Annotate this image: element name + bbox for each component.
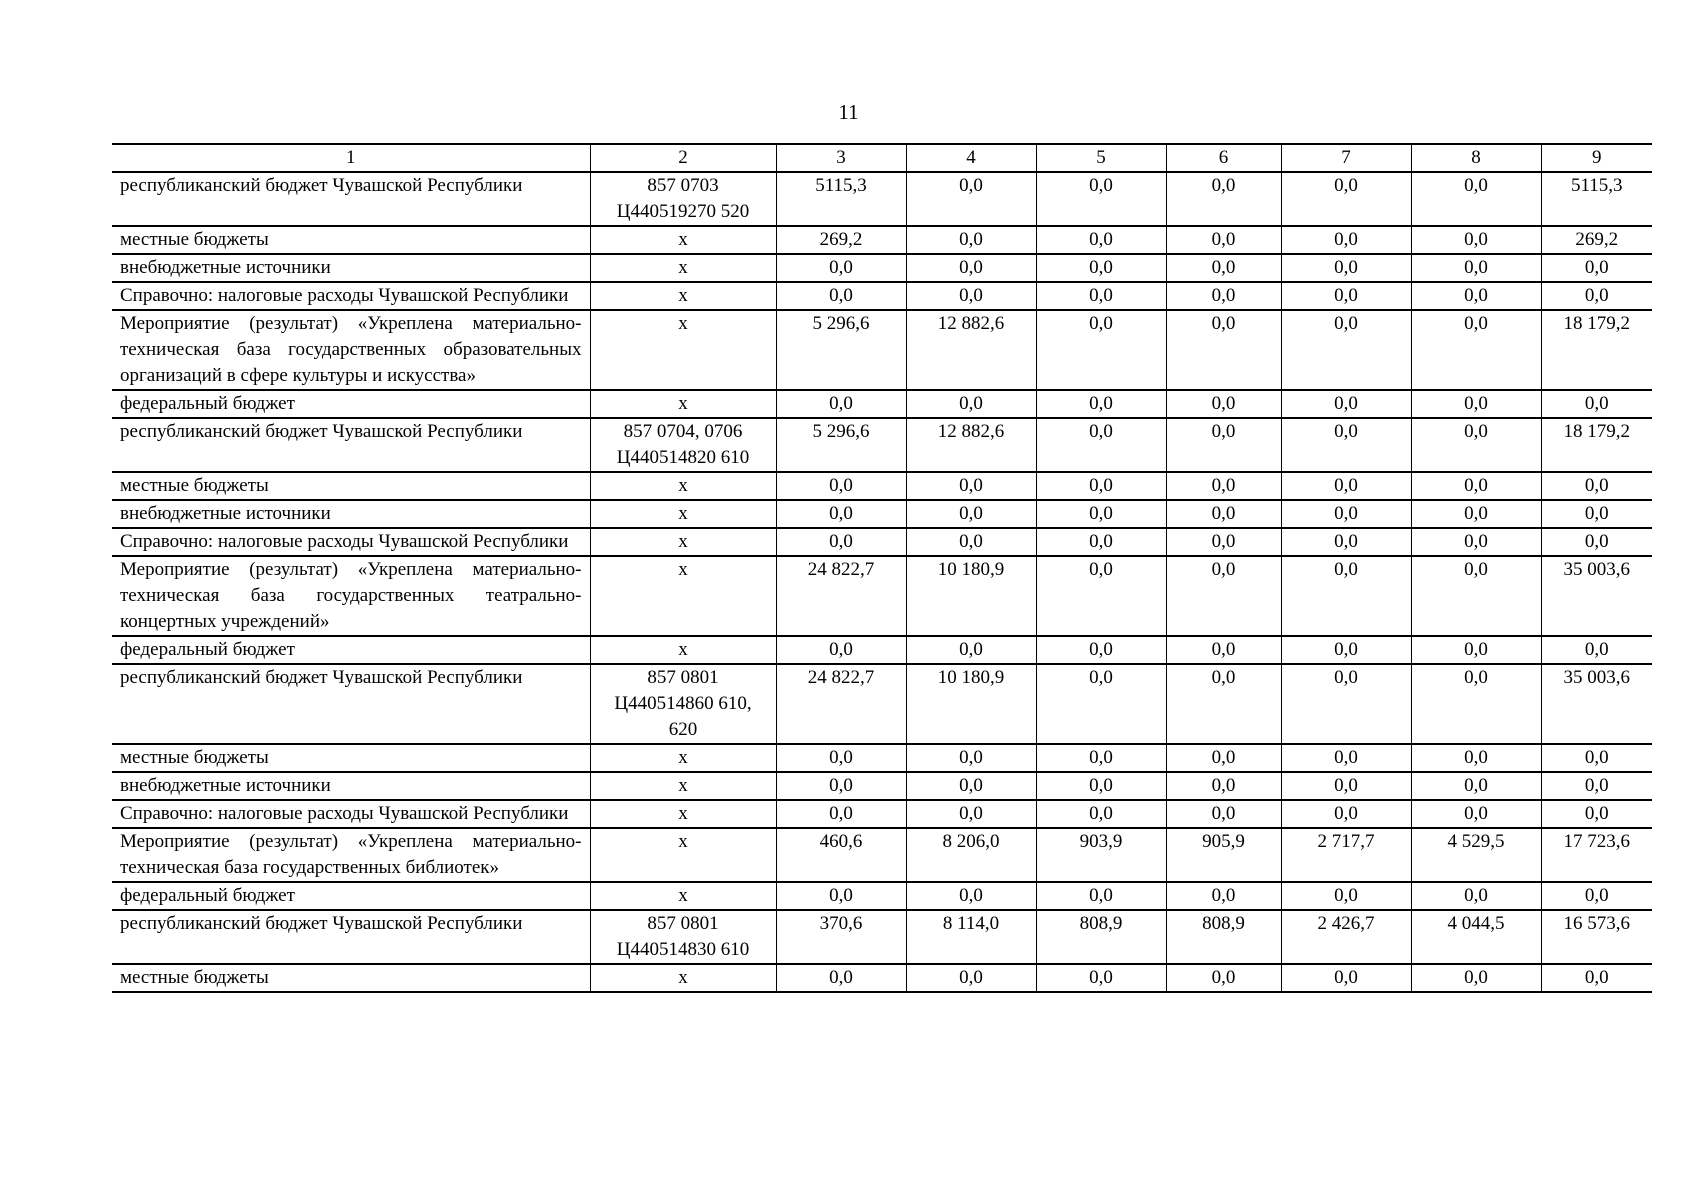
budget-code: х (590, 254, 776, 282)
value-cell: 0,0 (1036, 556, 1166, 636)
value-cell: 0,0 (1281, 172, 1411, 226)
column-header: 6 (1166, 144, 1281, 172)
row-label: местные бюджеты (112, 964, 590, 992)
value-cell: 5 296,6 (776, 310, 906, 390)
value-cell: 24 822,7 (776, 556, 906, 636)
table-row (112, 828, 1652, 882)
table-row (112, 772, 1652, 800)
value-cell: 0,0 (1166, 772, 1281, 800)
column-header: 5 (1036, 144, 1166, 172)
value-cell: 0,0 (1541, 800, 1652, 828)
value-cell: 0,0 (1411, 772, 1541, 800)
value-cell: 0,0 (906, 172, 1036, 226)
column-header: 7 (1281, 144, 1411, 172)
value-cell: 0,0 (1541, 390, 1652, 418)
value-cell: 0,0 (1036, 772, 1166, 800)
value-cell: 0,0 (1411, 310, 1541, 390)
column-header: 2 (590, 144, 776, 172)
value-cell: 0,0 (1281, 282, 1411, 310)
budget-code: х (590, 556, 776, 636)
value-cell: 0,0 (1166, 664, 1281, 744)
value-cell: 0,0 (1541, 472, 1652, 500)
value-cell: 0,0 (1541, 500, 1652, 528)
value-cell: 0,0 (1411, 882, 1541, 910)
value-cell: 2 717,7 (1281, 828, 1411, 882)
value-cell: 0,0 (1166, 964, 1281, 992)
table-row (112, 172, 1652, 226)
value-cell: 0,0 (776, 282, 906, 310)
budget-code: х (590, 500, 776, 528)
column-header: 1 (112, 144, 590, 172)
value-cell: 0,0 (1036, 636, 1166, 664)
value-cell: 0,0 (1166, 528, 1281, 556)
budget-code: х (590, 528, 776, 556)
value-cell: 0,0 (1411, 636, 1541, 664)
budget-code: х (590, 310, 776, 390)
table-row (112, 744, 1652, 772)
value-cell: 0,0 (1541, 528, 1652, 556)
value-cell: 905,9 (1166, 828, 1281, 882)
value-cell: 0,0 (1036, 472, 1166, 500)
value-cell: 0,0 (906, 882, 1036, 910)
value-cell: 0,0 (1281, 310, 1411, 390)
table-row (112, 418, 1652, 472)
value-cell: 0,0 (776, 472, 906, 500)
value-cell: 0,0 (906, 528, 1036, 556)
row-label: Мероприятие (результат) «Укреплена материально-техническая база государственных театрально-концертных учреждений» (112, 556, 590, 636)
value-cell: 0,0 (1036, 664, 1166, 744)
value-cell: 0,0 (1411, 500, 1541, 528)
value-cell: 12 882,6 (906, 418, 1036, 472)
value-cell: 18 179,2 (1541, 310, 1652, 390)
value-cell: 0,0 (1281, 636, 1411, 664)
value-cell: 0,0 (776, 636, 906, 664)
value-cell: 0,0 (1411, 254, 1541, 282)
value-cell: 0,0 (906, 254, 1036, 282)
table-body (112, 144, 1652, 992)
budget-code: 857 0801 Ц440514860 610, 620 (590, 664, 776, 744)
value-cell: 0,0 (1166, 882, 1281, 910)
value-cell: 0,0 (906, 964, 1036, 992)
value-cell: 269,2 (1541, 226, 1652, 254)
value-cell: 0,0 (1541, 882, 1652, 910)
value-cell: 0,0 (776, 390, 906, 418)
value-cell: 0,0 (1036, 390, 1166, 418)
value-cell: 0,0 (906, 500, 1036, 528)
value-cell: 16 573,6 (1541, 910, 1652, 964)
value-cell: 0,0 (1281, 800, 1411, 828)
value-cell: 0,0 (1281, 964, 1411, 992)
value-cell: 0,0 (1281, 226, 1411, 254)
table-row (112, 664, 1652, 744)
value-cell: 0,0 (1036, 282, 1166, 310)
value-cell: 269,2 (776, 226, 906, 254)
table-row (112, 636, 1652, 664)
value-cell: 0,0 (776, 772, 906, 800)
row-label: Мероприятие (результат) «Укреплена материально-техническая база государственных образовательных организаций в сфере культуры и искусства» (112, 310, 590, 390)
value-cell: 0,0 (1541, 636, 1652, 664)
value-cell: 0,0 (776, 882, 906, 910)
value-cell: 35 003,6 (1541, 664, 1652, 744)
row-label: федеральный бюджет (112, 882, 590, 910)
budget-code: х (590, 882, 776, 910)
value-cell: 5115,3 (1541, 172, 1652, 226)
table-header-row (112, 144, 1652, 172)
value-cell: 0,0 (1036, 528, 1166, 556)
value-cell: 0,0 (1411, 282, 1541, 310)
value-cell: 4 529,5 (1411, 828, 1541, 882)
value-cell: 2 426,7 (1281, 910, 1411, 964)
value-cell: 0,0 (776, 500, 906, 528)
row-label: федеральный бюджет (112, 636, 590, 664)
table-row (112, 800, 1652, 828)
column-header: 9 (1541, 144, 1652, 172)
value-cell: 10 180,9 (906, 664, 1036, 744)
budget-code: х (590, 282, 776, 310)
row-label: местные бюджеты (112, 744, 590, 772)
value-cell: 8 206,0 (906, 828, 1036, 882)
page-number: 11 (838, 100, 859, 124)
table-row (112, 528, 1652, 556)
budget-code: 857 0703 Ц440519270 520 (590, 172, 776, 226)
value-cell: 0,0 (1281, 744, 1411, 772)
value-cell: 5 296,6 (776, 418, 906, 472)
budget-code: 857 0704, 0706 Ц440514820 610 (590, 418, 776, 472)
value-cell: 370,6 (776, 910, 906, 964)
row-label: Справочно: налоговые расходы Чувашской Республики (112, 528, 590, 556)
row-label: республиканский бюджет Чувашской Республики (112, 910, 590, 964)
table-row (112, 500, 1652, 528)
value-cell: 0,0 (1281, 472, 1411, 500)
value-cell: 0,0 (1281, 882, 1411, 910)
row-label: республиканский бюджет Чувашской Республики (112, 418, 590, 472)
value-cell: 0,0 (906, 800, 1036, 828)
row-label: внебюджетные источники (112, 500, 590, 528)
budget-code: х (590, 964, 776, 992)
row-label: Справочно: налоговые расходы Чувашской Республики (112, 282, 590, 310)
value-cell: 0,0 (1036, 964, 1166, 992)
value-cell: 0,0 (1411, 390, 1541, 418)
budget-code: х (590, 390, 776, 418)
value-cell: 0,0 (1411, 744, 1541, 772)
value-cell: 0,0 (906, 282, 1036, 310)
value-cell: 5115,3 (776, 172, 906, 226)
value-cell: 0,0 (1166, 636, 1281, 664)
value-cell: 12 882,6 (906, 310, 1036, 390)
table-row (112, 226, 1652, 254)
budget-code: х (590, 744, 776, 772)
value-cell: 0,0 (1166, 390, 1281, 418)
row-label: местные бюджеты (112, 226, 590, 254)
budget-code: х (590, 828, 776, 882)
value-cell: 0,0 (1166, 800, 1281, 828)
value-cell: 0,0 (1166, 472, 1281, 500)
value-cell: 0,0 (1411, 418, 1541, 472)
value-cell: 0,0 (1036, 744, 1166, 772)
value-cell: 17 723,6 (1541, 828, 1652, 882)
column-header: 8 (1411, 144, 1541, 172)
value-cell: 35 003,6 (1541, 556, 1652, 636)
value-cell: 0,0 (1166, 172, 1281, 226)
value-cell: 0,0 (1166, 282, 1281, 310)
value-cell: 0,0 (1036, 800, 1166, 828)
table-row (112, 282, 1652, 310)
column-header: 4 (906, 144, 1036, 172)
row-label: Справочно: налоговые расходы Чувашской Республики (112, 800, 590, 828)
value-cell: 0,0 (1036, 500, 1166, 528)
value-cell: 0,0 (1166, 254, 1281, 282)
value-cell: 0,0 (1541, 254, 1652, 282)
value-cell: 0,0 (906, 472, 1036, 500)
table-row (112, 910, 1652, 964)
value-cell: 0,0 (1541, 964, 1652, 992)
value-cell: 0,0 (1281, 556, 1411, 636)
budget-code: 857 0801 Ц440514830 610 (590, 910, 776, 964)
value-cell: 0,0 (1411, 472, 1541, 500)
value-cell: 0,0 (1281, 418, 1411, 472)
budget-table (112, 143, 1652, 993)
value-cell: 0,0 (1166, 310, 1281, 390)
value-cell: 0,0 (1411, 172, 1541, 226)
column-header: 3 (776, 144, 906, 172)
value-cell: 0,0 (1411, 964, 1541, 992)
value-cell: 0,0 (1036, 254, 1166, 282)
table-row (112, 964, 1652, 992)
value-cell: 0,0 (1281, 500, 1411, 528)
value-cell: 0,0 (1036, 226, 1166, 254)
value-cell: 0,0 (1036, 418, 1166, 472)
value-cell: 0,0 (906, 636, 1036, 664)
value-cell: 0,0 (776, 964, 906, 992)
value-cell: 4 044,5 (1411, 910, 1541, 964)
value-cell: 0,0 (1281, 772, 1411, 800)
value-cell: 0,0 (1411, 556, 1541, 636)
table-row (112, 472, 1652, 500)
value-cell: 10 180,9 (906, 556, 1036, 636)
value-cell: 0,0 (1541, 282, 1652, 310)
row-label: федеральный бюджет (112, 390, 590, 418)
value-cell: 0,0 (1166, 744, 1281, 772)
row-label: республиканский бюджет Чувашской Республики (112, 172, 590, 226)
value-cell: 460,6 (776, 828, 906, 882)
value-cell: 24 822,7 (776, 664, 906, 744)
value-cell: 0,0 (1541, 772, 1652, 800)
table-row (112, 882, 1652, 910)
value-cell: 18 179,2 (1541, 418, 1652, 472)
row-label: республиканский бюджет Чувашской Республики (112, 664, 590, 744)
value-cell: 0,0 (776, 254, 906, 282)
value-cell: 0,0 (1281, 664, 1411, 744)
budget-code: х (590, 472, 776, 500)
value-cell: 0,0 (1281, 254, 1411, 282)
table-row (112, 390, 1652, 418)
table-row (112, 556, 1652, 636)
budget-code: х (590, 636, 776, 664)
value-cell: 0,0 (1036, 172, 1166, 226)
budget-code: х (590, 772, 776, 800)
value-cell: 0,0 (906, 226, 1036, 254)
value-cell: 0,0 (1281, 528, 1411, 556)
value-cell: 8 114,0 (906, 910, 1036, 964)
value-cell: 0,0 (1166, 226, 1281, 254)
value-cell: 0,0 (1411, 528, 1541, 556)
value-cell: 0,0 (776, 528, 906, 556)
value-cell: 0,0 (1036, 882, 1166, 910)
value-cell: 0,0 (1411, 800, 1541, 828)
value-cell: 0,0 (1411, 664, 1541, 744)
value-cell: 0,0 (1281, 390, 1411, 418)
value-cell: 0,0 (906, 772, 1036, 800)
budget-code: х (590, 800, 776, 828)
value-cell: 0,0 (1166, 556, 1281, 636)
table-row (112, 254, 1652, 282)
value-cell: 0,0 (906, 390, 1036, 418)
value-cell: 0,0 (1166, 418, 1281, 472)
value-cell: 808,9 (1036, 910, 1166, 964)
row-label: внебюджетные источники (112, 254, 590, 282)
value-cell: 0,0 (1541, 744, 1652, 772)
value-cell: 0,0 (776, 744, 906, 772)
value-cell: 0,0 (906, 744, 1036, 772)
value-cell: 808,9 (1166, 910, 1281, 964)
row-label: внебюджетные источники (112, 772, 590, 800)
budget-code: х (590, 226, 776, 254)
row-label: местные бюджеты (112, 472, 590, 500)
value-cell: 0,0 (1411, 226, 1541, 254)
value-cell: 903,9 (1036, 828, 1166, 882)
row-label: Мероприятие (результат) «Укреплена материально-техническая база государственных библиотек» (112, 828, 590, 882)
table-row (112, 310, 1652, 390)
value-cell: 0,0 (1036, 310, 1166, 390)
value-cell: 0,0 (776, 800, 906, 828)
value-cell: 0,0 (1166, 500, 1281, 528)
